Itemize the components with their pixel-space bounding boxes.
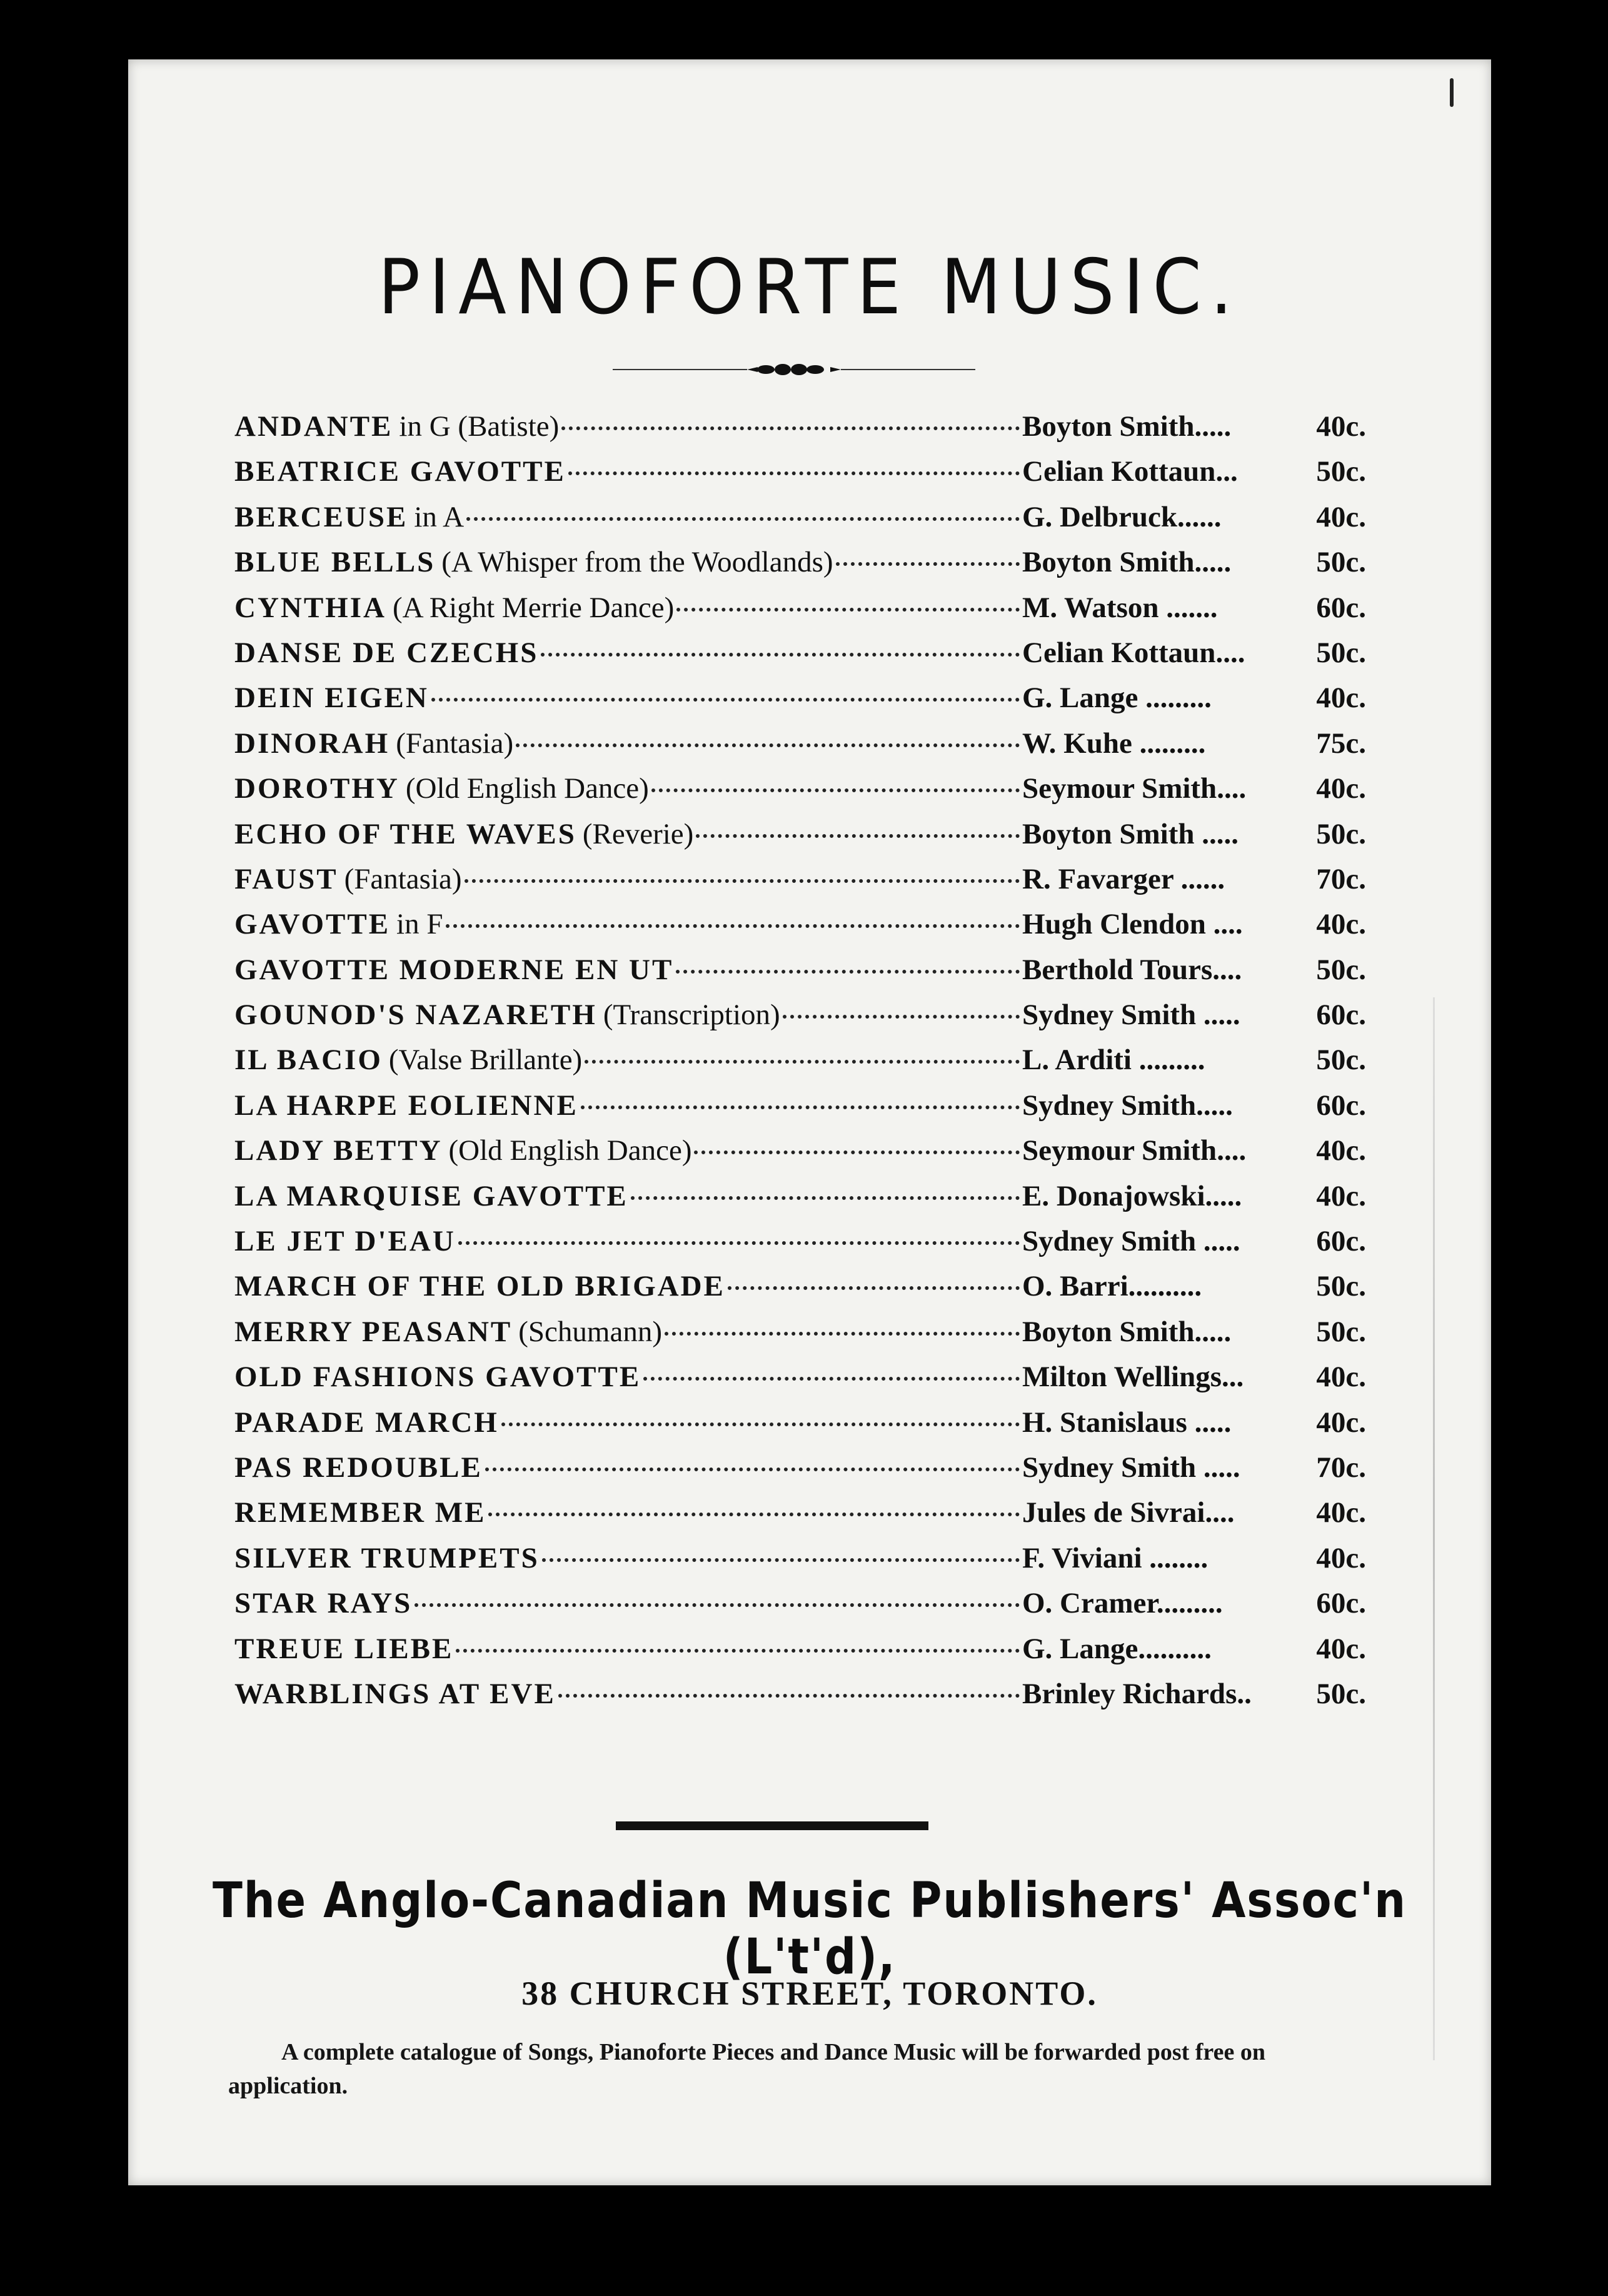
catalog-entry [234, 1632, 1366, 1677]
piece-name [234, 500, 464, 534]
piece-name [234, 953, 673, 987]
publisher-address: 38 CHURCH STREET, TORONTO. [521, 1975, 1098, 2012]
catalog-entry [234, 1541, 1366, 1586]
piece-subtitle: (A Whisper from the Woodlands) [441, 546, 833, 579]
composer-name: Boyton Smith ..... [1022, 817, 1239, 850]
composer-name: O. Cramer......... [1022, 1587, 1223, 1620]
price: 70c. [1316, 862, 1366, 895]
composer-name: Sydney Smith..... [1022, 1089, 1233, 1122]
catalog-entry [234, 772, 1366, 817]
composer-name: Sydney Smith ..... [1022, 1451, 1240, 1484]
dot-leader [456, 1649, 1020, 1653]
piece-title: GOUNOD'S NAZARETH [234, 999, 597, 1032]
piece-name [234, 1043, 582, 1077]
price: 50c. [1316, 1270, 1366, 1303]
dot-leader [836, 562, 1020, 566]
piece-name [234, 591, 674, 625]
price: 50c. [1316, 1677, 1366, 1710]
price: 50c. [1316, 1044, 1366, 1077]
piece-title: DANSE DE CZECHS [234, 636, 539, 669]
piece-title: BERCEUSE [234, 500, 408, 533]
composer-name: R. Favarger ...... [1022, 862, 1225, 895]
dot-leader [783, 1015, 1020, 1019]
piece-subtitle: in F [396, 908, 443, 941]
composer-name: Brinley Richards.. [1022, 1677, 1252, 1710]
piece-name [234, 1541, 540, 1575]
piece-title: REMEMBER ME [234, 1496, 486, 1529]
price: 40c. [1316, 1541, 1366, 1574]
price: 40c. [1316, 1361, 1366, 1394]
price: 40c. [1316, 1179, 1366, 1212]
piece-subtitle: (Fantasia) [396, 727, 514, 760]
catalog-entry [234, 727, 1366, 772]
piece-name [234, 1269, 725, 1303]
piece-name [234, 1089, 578, 1122]
price: 70c. [1316, 1451, 1366, 1484]
dot-leader [728, 1286, 1020, 1290]
piece-title: DINORAH [234, 727, 390, 760]
piece-title: TREUE LIEBE [234, 1632, 454, 1665]
catalog-entry [234, 1134, 1366, 1179]
piece-name [234, 862, 462, 896]
piece-name [234, 727, 513, 760]
section-rule [616, 1821, 928, 1830]
catalog-entry [234, 1224, 1366, 1269]
price: 40c. [1316, 772, 1366, 805]
price: 40c. [1316, 908, 1366, 941]
piece-title: LADY BETTY [234, 1134, 443, 1167]
composer-name: Jules de Sivrai.... [1022, 1496, 1235, 1529]
piece-title: BEATRICE GAVOTTE [234, 455, 566, 488]
price: 40c. [1316, 500, 1366, 533]
piece-name [234, 455, 566, 488]
dot-leader [651, 788, 1020, 792]
piece-title: PAS REDOUBLE [234, 1451, 483, 1484]
composer-name: G. Delbruck...... [1022, 500, 1222, 533]
publisher-name: The Anglo-Canadian Music Publishers' Assoc'n (L't'd), [213, 1873, 1407, 1985]
piece-name [234, 1179, 628, 1213]
price: 40c. [1316, 682, 1366, 715]
composer-name: Celian Kottaun... [1022, 455, 1238, 488]
dot-leader [676, 608, 1020, 612]
price: 60c. [1316, 999, 1366, 1032]
composer-name: Seymour Smith.... [1022, 1134, 1247, 1167]
catalogue-note: A complete catalogue of Songs, Pianoforte Pieces and Dance Music will be forwarded post free on application. [228, 2039, 1265, 2099]
piece-title: LE JET D'EAU [234, 1225, 456, 1258]
piece-name [234, 545, 833, 579]
dot-leader [585, 1060, 1020, 1064]
piece-title: PARADE MARCH [234, 1406, 499, 1439]
price: 60c. [1316, 1225, 1366, 1258]
piece-name [234, 1224, 456, 1258]
piece-subtitle: (Old English Dance) [405, 772, 649, 805]
piece-name [234, 1134, 691, 1167]
price: 50c. [1316, 953, 1366, 986]
piece-title: IL BACIO [234, 1044, 383, 1077]
page-title: PIANOFORTE MUSIC. [378, 243, 1242, 332]
dot-leader [516, 743, 1020, 747]
piece-title: DEIN EIGEN [234, 682, 429, 715]
piece-title: GAVOTTE [234, 908, 391, 941]
piece-title: DOROTHY [234, 772, 399, 805]
dot-leader [415, 1603, 1020, 1607]
piece-subtitle: (A Right Merrie Dance) [392, 591, 675, 624]
piece-title: MERRY PEASANT [234, 1315, 513, 1348]
dot-leader [665, 1332, 1020, 1336]
catalog-entry [234, 1043, 1366, 1088]
dot-leader [446, 924, 1020, 928]
composer-name: O. Barri.......... [1022, 1270, 1202, 1303]
dot-leader [501, 1422, 1020, 1426]
dot-leader [488, 1513, 1020, 1516]
piece-title: CYNTHIA [234, 591, 386, 624]
catalog-entry [234, 1089, 1366, 1134]
catalog-entry [234, 591, 1366, 636]
composer-name: F. Viviani ........ [1022, 1541, 1209, 1574]
piece-name [234, 1496, 486, 1529]
price: 60c. [1316, 591, 1366, 624]
price: 40c. [1316, 410, 1366, 443]
price: 50c. [1316, 546, 1366, 579]
composer-name: Milton Wellings... [1022, 1361, 1244, 1394]
piece-title: STAR RAYS [234, 1587, 413, 1620]
composer-name: M. Watson ....... [1022, 591, 1218, 624]
composer-name: Sydney Smith ..... [1022, 1225, 1240, 1258]
catalog-entry [234, 681, 1366, 726]
composer-name: Sydney Smith ..... [1022, 999, 1240, 1032]
piece-title: OLD FASHIONS GAVOTTE [234, 1361, 641, 1394]
composer-name: L. Arditi ......... [1022, 1044, 1205, 1077]
dot-leader [696, 834, 1020, 838]
piece-name [234, 817, 693, 851]
catalog-entry [234, 545, 1366, 590]
piece-title: GAVOTTE MODERNE EN UT [234, 953, 674, 986]
composer-name: Hugh Clendon .... [1022, 908, 1243, 941]
piece-name [234, 1315, 662, 1349]
composer-name: H. Stanislaus ..... [1022, 1406, 1232, 1439]
catalog-entry [234, 1406, 1366, 1451]
price: 50c. [1316, 1315, 1366, 1348]
piece-title: ECHO OF THE WAVES [234, 817, 576, 850]
dot-leader [542, 1558, 1020, 1562]
catalog-entry [234, 1179, 1366, 1224]
piece-subtitle: (Transcription) [603, 999, 780, 1032]
price: 50c. [1316, 817, 1366, 850]
price: 60c. [1316, 1587, 1366, 1620]
dot-leader [561, 426, 1020, 430]
piece-name [234, 1406, 499, 1439]
piece-title: WARBLINGS AT EVE [234, 1677, 556, 1710]
dot-leader [465, 879, 1020, 883]
catalog-entry [234, 998, 1366, 1043]
dot-leader [431, 698, 1020, 702]
dot-leader [458, 1241, 1020, 1245]
dot-leader [631, 1196, 1020, 1200]
composer-name: W. Kuhe ......... [1022, 727, 1206, 760]
piece-title: LA MARQUISE GAVOTTE [234, 1179, 628, 1212]
catalog-entry [234, 1315, 1366, 1360]
catalog-entry [234, 500, 1366, 545]
page-crease [1433, 997, 1435, 2060]
price: 40c. [1316, 1406, 1366, 1439]
piece-name [234, 681, 429, 715]
piece-name [234, 1677, 556, 1711]
composer-name: G. Lange ......... [1022, 682, 1212, 715]
title-ornament-divider [613, 361, 975, 378]
piece-subtitle: (Reverie) [582, 817, 694, 850]
price: 40c. [1316, 1632, 1366, 1665]
catalog-entry [234, 1360, 1366, 1405]
piece-name [234, 410, 559, 443]
piece-title: ANDANTE [234, 410, 393, 443]
dot-leader [541, 653, 1020, 657]
price: 40c. [1316, 1496, 1366, 1529]
catalog-entry [234, 817, 1366, 862]
composer-name: Seymour Smith.... [1022, 772, 1247, 805]
price: 40c. [1316, 1134, 1366, 1167]
catalog-entry [234, 636, 1366, 681]
composer-name: Boyton Smith..... [1022, 1315, 1232, 1348]
piece-subtitle: (Fantasia) [344, 862, 462, 895]
dot-leader [676, 970, 1020, 974]
catalog-entry [234, 907, 1366, 952]
piece-subtitle: (Old English Dance) [448, 1134, 692, 1167]
piece-name [234, 772, 649, 805]
dot-leader [694, 1151, 1020, 1154]
catalog-entry [234, 1269, 1366, 1314]
piece-subtitle: in G (Batiste) [399, 410, 560, 443]
dot-leader [643, 1377, 1020, 1381]
dot-leader [581, 1105, 1020, 1109]
price: 75c. [1316, 727, 1366, 760]
price: 50c. [1316, 636, 1366, 669]
piece-name [234, 1451, 483, 1484]
piece-title: LA HARPE EOLIENNE [234, 1089, 578, 1122]
catalog-entry [234, 953, 1366, 998]
piece-title: FAUST [234, 862, 338, 895]
piece-name [234, 1632, 453, 1666]
piece-name [234, 636, 538, 670]
dot-leader [558, 1694, 1020, 1698]
price: 50c. [1316, 455, 1366, 488]
piece-title: MARCH OF THE OLD BRIGADE [234, 1270, 725, 1303]
page-edge-mark [1450, 78, 1454, 107]
dot-leader [466, 517, 1020, 521]
composer-name: Boyton Smith..... [1022, 546, 1232, 579]
dot-leader [485, 1468, 1020, 1471]
composer-name: E. Donajowski..... [1022, 1179, 1242, 1212]
price: 60c. [1316, 1089, 1366, 1122]
piece-name [234, 998, 780, 1032]
catalog-entry [234, 1586, 1366, 1631]
piece-subtitle: (Schumann) [518, 1315, 662, 1348]
composer-name: Boyton Smith..... [1022, 410, 1232, 443]
composer-name: Berthold Tours.... [1022, 953, 1242, 986]
catalog-entry [234, 862, 1366, 907]
dot-leader [568, 471, 1020, 475]
piece-name [234, 1586, 412, 1620]
catalog-entry [234, 455, 1366, 500]
piece-subtitle: in A [414, 500, 465, 533]
catalog-list [234, 410, 1366, 1722]
catalog-entry [234, 410, 1366, 455]
piece-name [234, 1360, 641, 1394]
composer-name: G. Lange.......... [1022, 1632, 1212, 1665]
catalog-entry [234, 1677, 1366, 1722]
piece-subtitle: (Valse Brillante) [388, 1044, 583, 1077]
catalog-entry [234, 1451, 1366, 1496]
composer-name: Celian Kottaun.... [1022, 636, 1245, 669]
piece-name [234, 907, 443, 941]
piece-title: BLUE BELLS [234, 546, 436, 579]
catalog-page [128, 59, 1491, 2185]
piece-title: SILVER TRUMPETS [234, 1541, 540, 1574]
catalog-entry [234, 1496, 1366, 1541]
